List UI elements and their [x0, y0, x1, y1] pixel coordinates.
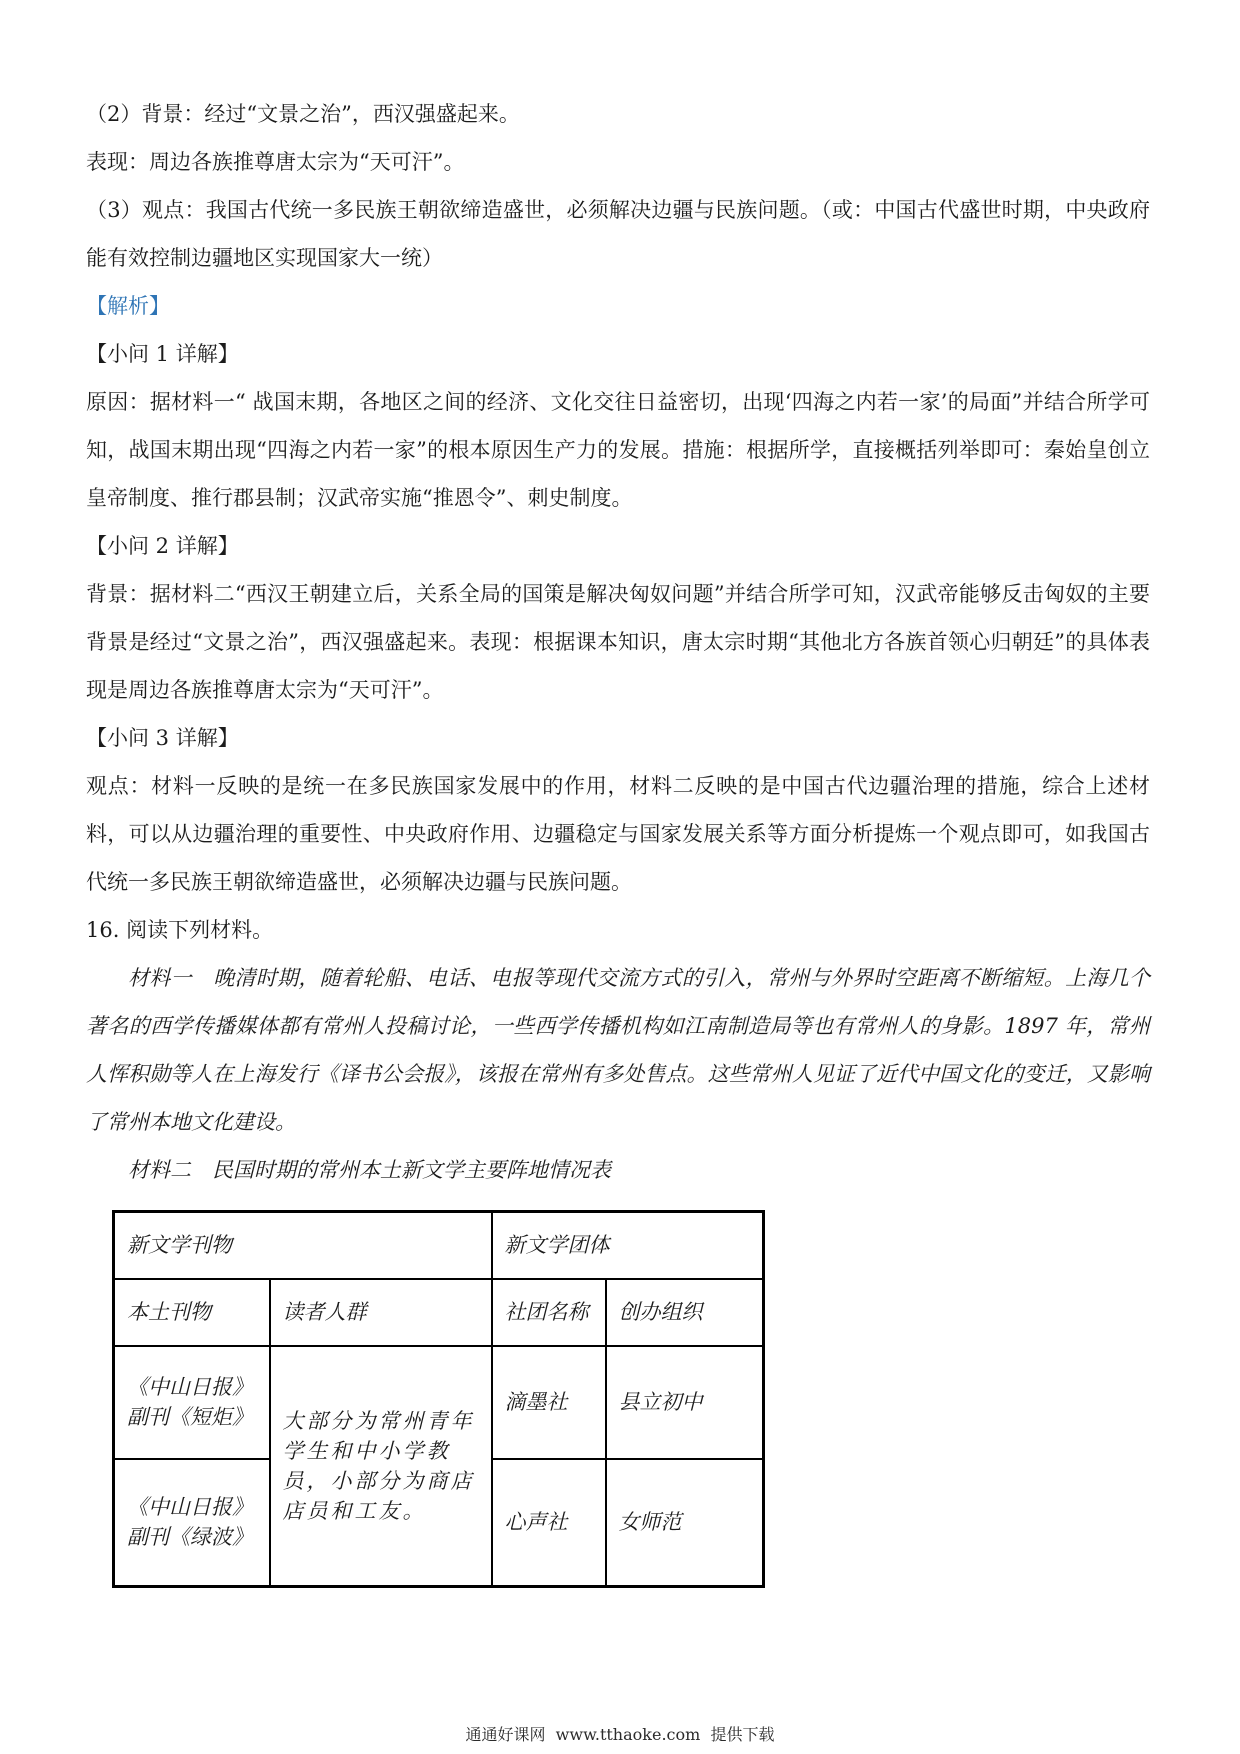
- founder-cell-xianlichuzhong: 县立初中: [606, 1346, 764, 1459]
- subquestion-2-heading: 【小问 2 详解】: [86, 534, 239, 558]
- answer-point-2: （2）背景：经过“文景之治”，西汉强盛起来。: [86, 102, 520, 126]
- table-group-header-row: [114, 1212, 764, 1279]
- subquestion-1-body: 原因：据材料一“ 战国末期，各地区之间的经济、文化交往日益密切，出现‘四海之内若一家’的局面”并结合所学可知，战国末期出现“四海之内若一家”的根本原因生产力的发展。措施：根据所学，直接概括列举即可：秦始皇创立皇帝制度、推行郡县制；汉武帝实施“推恩令”、刺史制度。: [86, 390, 1150, 510]
- col-header-local-publication: 本土刊物: [114, 1279, 270, 1346]
- col-header-founding-organization: 创办组织: [606, 1279, 764, 1346]
- founder-cell-nvshifan: 女师范: [606, 1459, 764, 1587]
- subquestion-3-heading: 【小问 3 详解】: [86, 726, 239, 750]
- material-2-table: [112, 1210, 765, 1588]
- document-page: [86, 90, 1150, 1588]
- group-header-societies: 新文学团体: [492, 1212, 764, 1279]
- material-2-caption: 材料二 民国时期的常州本土新文学主要阵地情况表: [128, 1158, 611, 1182]
- table-column-header-row: [114, 1279, 764, 1346]
- publication-cell-lvbo: 《中山日报》副刊《绿波》: [114, 1459, 270, 1587]
- society-cell-dimoshe: 滴墨社: [492, 1346, 606, 1459]
- material-1-text: 材料一 晚清时期，随着轮船、电话、电报等现代交流方式的引入，常州与外界时空距离不断缩短。上海几个著名的西学传播媒体都有常州人投稿讨论，一些西学传播机构如江南制造局等也有常州人的身影。1897 年，常州人恽积勋等人在上海发行《译书公会报》，该报在常州有多处售点。这些常州人见证了近代中国文化的变迁，又影响了常州本地文化建设。: [86, 966, 1150, 1134]
- answer-point-2-expression: 表现：周边各族推尊唐太宗为“天可汗”。: [86, 150, 465, 174]
- col-header-society-name: 社团名称: [492, 1279, 606, 1346]
- society-cell-xinshengshe: 心声社: [492, 1459, 606, 1587]
- group-header-publications: 新文学刊物: [114, 1212, 492, 1279]
- answer-point-3: （3）观点：我国古代统一多民族王朝欲缔造盛世，必须解决边疆与民族问题。（或：中国古代盛世时期，中央政府能有效控制边疆地区实现国家大一统）: [86, 198, 1150, 270]
- question-16-intro: 16. 阅读下列材料。: [86, 918, 274, 942]
- table-row: [114, 1346, 764, 1459]
- analysis-label: 【解析】: [86, 294, 170, 318]
- subquestion-1-heading: 【小问 1 详解】: [86, 342, 239, 366]
- page-footer: 通通好课网 www.tthaoke.com 提供下载: [465, 1725, 775, 1744]
- subquestion-2-body: 背景：据材料二“西汉王朝建立后，关系全局的国策是解决匈奴问题”并结合所学可知，汉武帝能够反击匈奴的主要背景是经过“文景之治”，西汉强盛起来。表现：根据课本知识，唐太宗时期“其他北方各族首领心归朝廷”的具体表现是周边各族推尊唐太宗为“天可汗”。: [86, 582, 1150, 702]
- publication-cell-duanju: 《中山日报》副刊《短炬》: [114, 1346, 270, 1459]
- subquestion-3-body: 观点：材料一反映的是统一在多民族国家发展中的作用，材料二反映的是中国古代边疆治理的措施，综合上述材料，可以从边疆治理的重要性、中央政府作用、边疆稳定与国家发展关系等方面分析提炼一个观点即可，如我国古代统一多民族王朝欲缔造盛世，必须解决边疆与民族问题。: [86, 774, 1150, 894]
- col-header-readers: 读者人群: [270, 1279, 492, 1346]
- readers-merged-cell: 大部分为常州青年学生和中小学教员，小部分为商店店员和工友。: [270, 1346, 492, 1587]
